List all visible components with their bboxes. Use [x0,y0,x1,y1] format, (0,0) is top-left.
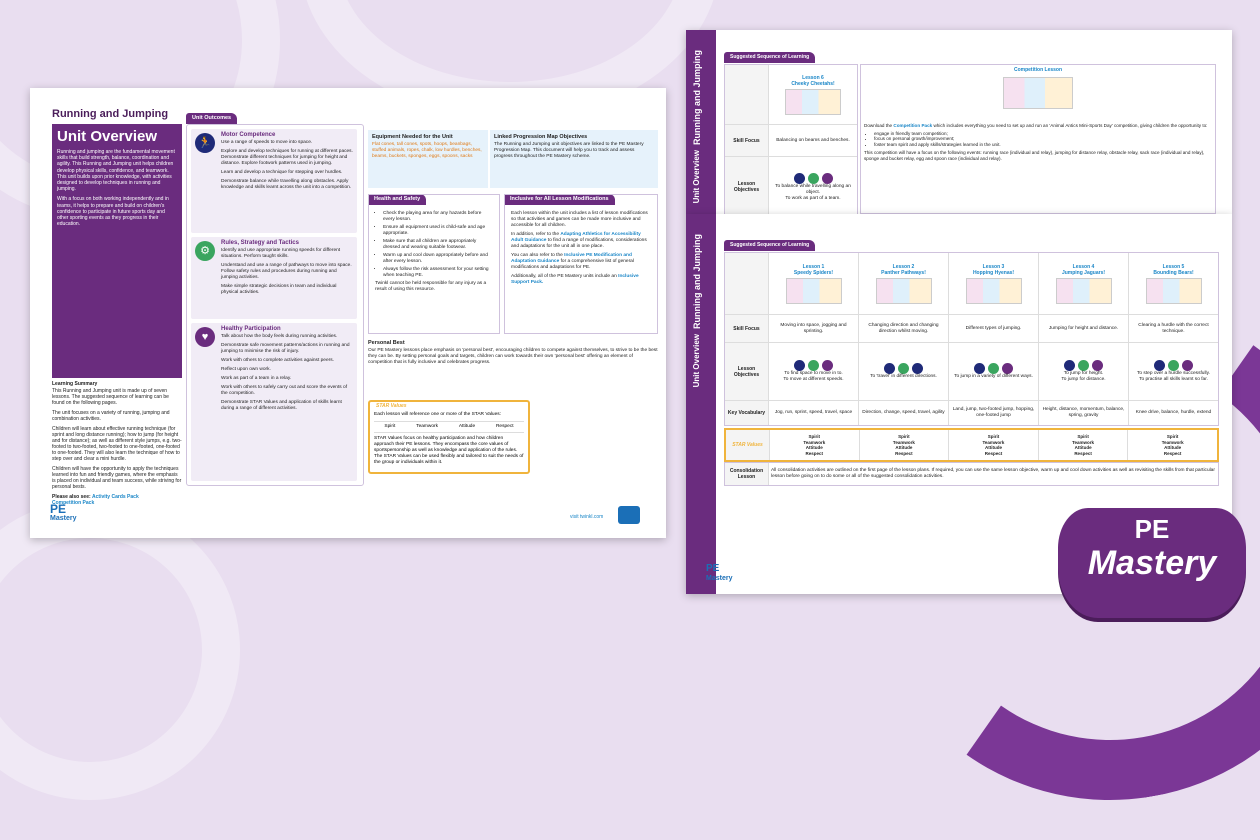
inclusive-text: In addition, refer to the [511,232,559,237]
skill-focus: Different types of jumping. [949,315,1039,342]
sequence-tab: Suggested Sequence of Learning [724,52,815,63]
outcome-text: Demonstrate balance while travelling along obstacles. Apply knowledge and skills learnt across the unit into a competition. [221,179,352,190]
running-icon [974,363,985,374]
outcome-text: Identify and use appropriate running speeds for different situations. Perform taught skills. [221,248,341,259]
star-value: Attitude [1074,445,1092,450]
sequence-page-back [686,30,1232,214]
star-value: Respect [1163,450,1182,456]
star-value: Attitude [805,445,823,450]
learning-summary-text: This Running and Jumping unit is made up of seven lessons. The suggested sequence of learning can be found on the following pages. [52,388,169,406]
objective: To jump in a variety of different ways. [954,374,1033,379]
running-person-icon: 🏃 [195,133,215,153]
lesson-thumbnail[interactable] [785,89,841,115]
row-label: Lesson Objectives [725,157,769,214]
background-swirl [0,500,240,800]
badge-mastery: Mastery [1087,544,1217,582]
personal-best-section [368,340,658,366]
equipment-title: Equipment Needed for the Unit [372,134,453,140]
heart-icon [1002,363,1013,374]
health-safety-tab: Health and Safety [368,194,426,205]
star-value: Spirit [898,434,910,439]
team-icon [988,363,999,374]
team-icon [898,363,909,374]
objective: To practise all skills learnt so far. [1139,377,1208,382]
activity-cards-link[interactable]: Activity Cards Pack [92,494,139,500]
row-label: Consolidation Lesson [725,463,769,485]
star-icons [794,360,833,371]
row-label: Skill Focus [725,125,769,156]
star-text: STAR Values focus on healthy participation and how children approach their PE lessons. They encompass the core values of sportspersonship as well as knowledge and application of the rules. The STAR Values can be used flexibly and tailored to suit the needs of the group or individuals within it. [374,436,524,465]
progression-title: Linked Progression Map Objectives [494,134,588,140]
objective: To jump for distance. [1061,377,1106,382]
heart-icon [1092,360,1103,371]
lesson-thumbnail[interactable] [1056,278,1112,304]
row-label: STAR Values [726,430,770,460]
page-title: Unit Overview [57,128,158,145]
logo-mastery: Mastery [50,515,77,522]
learning-summary-text: Children will learn about effective running technique (for sprint and long distance running); how to jump (for height and for distance); as well as different style jumps, e.g. two-footed to two-footed, two-footed to one-footed, one-footed to one-footed. They will also learn the technique of how to step over and clear a mini hurdle. [52,426,182,462]
vocabulary: Jog, run, sprint, speed, travel, space [769,401,859,425]
competition-item: • engage in friendly team competition; [874,131,1212,137]
logo-pe: PE [50,502,67,516]
lesson-name: Panther Pathways! [881,269,926,276]
section-title: Motor Competence [221,132,276,138]
objective: To jump for height. [1063,371,1104,376]
please-also-see: Please also see: [52,494,91,500]
star-value: Teamwork [803,439,826,445]
intro-text: Running and jumping are the fundamental movement skills that build strength, balance, coordination and agility. This Running and Jumping unit helps children develop physical skills, confidence, and teamwork. This unit builds upon prior knowledge, with activities designed to develop techniques in running and jumping. [57,149,175,193]
learning-summary-text: The unit focuses on a variety of running, jumping and combination activities. [52,410,170,422]
progression-text: The Running and Jumping unit objectives are linked to the PE Mastery Progression Map. This document will help you to track and assess progress throughout the PE Mastery scheme. [494,142,644,159]
star-value: Spirit [987,434,1000,439]
star-icons [794,173,833,184]
vocabulary: Direction, change, speed, travel, agility [859,401,949,425]
star-icons [1154,360,1193,371]
lesson-name: Cheeky Cheetahs! [791,80,835,87]
personal-best-text: Our PE Mastery lessons place emphasis on 'personal best', encouraging children to compete against themselves, to strive to be the best they can be. By setting personal goals and targets, children can work towards their own 'personal best' offering an element of competition that is fully inclusive and celebrates progress. [368,348,658,365]
consolidation-text: All consolidation activities are outlined on the first page of the lesson plans. If required, you can use the same lesson objective, warm up and cool down activities as well as revisiting the skills from that particular lesson before going on to do some or all of the suggested consolidation activities. [771,468,1215,479]
logo-mastery: Mastery [706,575,733,582]
row-label: Key Vocabulary [725,401,769,425]
learning-summary [52,381,182,510]
lesson-number: Lesson 1 [802,263,825,270]
twinkl-badge-icon [618,506,640,524]
inclusive-text: Each lesson within the unit includes a list of lesson modifications so that activities and games can be made more inclusive and accessible for all children. [511,211,648,228]
inclusive-text: Additionally, all of the PE Mastery units include an [511,274,617,279]
safety-note: Twinkl cannot be held responsible for any injury as a result of using this resource. [375,281,487,292]
page-subtitle: Running and Jumping [52,108,169,120]
heart-icon [1182,360,1193,371]
motor-competence-section [191,129,357,233]
star-value: Teamwork [982,439,1005,445]
star-value: Spirit [1077,434,1089,439]
heart-icon [822,360,833,371]
personal-best-title: Personal Best [368,340,405,346]
heart-icon [822,173,833,184]
logo-pe: PE [706,563,720,574]
outcome-text: Reflect upon own work. [221,367,271,372]
competition-title: Competition Lesson [1013,67,1063,73]
lesson-number: Lesson 6 [802,74,824,81]
star-values-row [724,428,1219,462]
star-value: Spirit [384,424,396,429]
star-value: Teamwork [1072,439,1095,445]
side-label: Running and Jumping [692,50,702,145]
star-value: Respect [1074,450,1092,456]
lesson-name: Jumping Jaguars! [1061,269,1106,276]
inclusive-panel [504,194,658,334]
star-value: Respect [984,450,1003,456]
skill-focus: Moving into space, jogging and sprinting. [769,315,859,342]
consolidation-row [724,462,1219,486]
sequence-tab: Suggested Sequence of Learning [724,240,815,251]
inclusive-text: for a comprehensive list of general modifications and adaptations for PE. [511,259,634,270]
side-label: Running and Jumping [692,234,702,329]
star-value: Spirit [808,434,821,439]
objective: To step over a hurdle successfully. [1137,371,1210,376]
competition-text: This competition will have a focus on the following events: running race (individual and relay), jumping for distance relay, obstacle relay, sack race (individual and relay), sponge and bucket relay, egg and spoon race (individual and relay). [864,149,1205,161]
lesson-number: Lesson 4 [1072,263,1095,270]
outcome-text: Explore and develop techniques for running at different paces. Demonstrate different techniques for jumping for height and distance. Explore footwork patterns used in jumping. [221,149,353,166]
outcome-text: Work as part of a team in a relay. [221,376,292,381]
lesson-name: Bounding Bears! [1153,269,1194,276]
competition-text: Download the [864,122,893,128]
healthy-participation-section [191,323,357,481]
outcomes-tab: Unit Outcomes [186,113,237,124]
inclusive-pe-guidance-link[interactable]: Inclusive PE Modification and Adaptation Guidance [511,253,632,264]
objective: To balance while travelling along an object. [775,183,851,195]
star-value: Respect [805,450,824,456]
side-label: Unit Overview [692,334,701,388]
star-value: Teamwork [1161,439,1184,445]
outcome-text: Work with others to complete activities against peers. [221,358,334,363]
heart-icon: ♥ [195,327,215,347]
sequence-table [724,252,1219,426]
lesson-name: Hopping Hyenas! [972,269,1015,276]
inclusive-text: to find a range of modifications, considerations and adaptations for the unit all in one place. [511,238,647,249]
competition-text: which includes everything you need to set up and run an 'Animal Antics Mini-Sports Day' competition, giving children the opportunity to: [933,122,1208,128]
star-value: Attitude [984,445,1002,450]
section-title: Rules, Strategy and Tactics [221,240,299,246]
running-icon [794,173,805,184]
star-value: Respect [495,424,514,429]
progression-panel [490,130,658,188]
competition-item: • focus on personal growth/improvement; [874,136,1212,142]
pe-mastery-logo [50,504,76,524]
star-value: Teamwork [416,424,439,429]
outcome-text: Use a range of speeds to move into space. [221,140,313,145]
strategy-icon: ⚙ [195,241,215,261]
intro-text: With a focus on both working independently and in teams, it helps to prepare and build on children's confidence to participate in future sports day and other sporting events as they progress in their education. [57,196,169,228]
section-title: Healthy Participation [221,326,281,332]
outcome-text: Demonstrate STAR Values and application of skills learnt during a range of different activities. [221,400,342,411]
health-safety-panel [368,194,500,334]
star-icons [1064,360,1103,371]
star-value: Attitude [458,424,476,429]
inclusive-text: You can also refer to the [511,253,563,258]
unit-outcomes-panel [186,124,364,486]
learning-summary-label: Learning Summary [52,381,98,387]
strategy-icon [912,363,923,374]
team-icon [808,360,819,371]
row-label: Skill Focus [725,315,769,342]
running-icon [1154,360,1165,371]
pe-mastery-logo [706,564,732,584]
vocabulary: Land, jump, two-footed jump, hopping, one-footed jump [949,401,1039,425]
objective: To find space to move in to. [784,371,843,376]
star-intro: Each lesson will reference one or more of the STAR Values: [374,412,501,417]
lesson-number: Lesson 5 [1162,263,1185,270]
row-label: Lesson Objectives [725,343,769,400]
objective: To 'travel' in different directions. [870,374,937,379]
rules-strategy-section [191,237,357,319]
safety-item: • Make sure that all children are appropriately dressed and wearing suitable footwear. [383,239,493,251]
safety-item: • Always follow the risk assessment for your setting when teaching PE. [383,267,493,279]
inclusive-support-pack-link[interactable]: Inclusive Support Pack. [511,274,639,285]
skill-focus: Changing direction and changing direction whilst moving. [859,315,949,342]
safety-item: • Ensure all equipment used is child-safe and age appropriate. [383,225,493,237]
side-tab [686,30,716,214]
star-value: Teamwork [892,439,915,445]
lesson-name: Speedy Spiders! [793,269,834,276]
competition-pack-link[interactable]: Competition Pack [52,500,95,506]
skill-focus: Clearing a hurdle with the correct technique. [1138,322,1209,334]
objective: To work as part of a team. [785,195,841,201]
pe-mastery-badge-logo [1058,508,1246,618]
objective: To move at different speeds. [783,377,844,382]
running-icon [794,360,805,371]
safety-item: • Check the playing area for any hazards before every lesson. [383,211,493,223]
outcome-text: Demonstrate safe movement patterns/actions in running and jumping to minimise the risk of injury. [221,343,350,354]
star-values-box [368,400,530,474]
lesson-thumbnail[interactable] [1146,278,1202,304]
star-value: Spirit [1166,434,1179,439]
vocabulary: Height, distance, momentum, balance, spring, gravity [1039,401,1129,425]
unit-overview-page [30,88,666,538]
competition-pack-link[interactable]: Competition Pack [893,122,933,128]
outcome-text: Talk about how the body feels during running activities. [221,334,338,339]
lesson-number: Lesson 3 [982,263,1005,270]
outcome-text: Understand and use a range of pathways to move into space. Follow safety rules and procedures during running and jumping activities. [221,263,352,280]
star-values-label: STAR Values [376,403,407,409]
vocabulary: Knee drive, balance, hurdle, extend [1135,410,1212,415]
lesson-6-table [724,64,858,214]
learning-summary-text: Children will have the opportunity to apply the techniques learned into fun and friendly games, where the emphasis is placed on individual and team success, while striving for personal bests. [52,466,182,490]
star-value: Attitude [1164,445,1182,450]
inclusive-tab: Inclusive for All Lesson Modifications [504,194,615,205]
running-icon [884,363,895,374]
skill-focus: Balancing on beams and benches. [776,137,850,143]
equipment-panel [368,130,488,188]
badge-pe: PE [1134,514,1170,544]
athletics-guidance-link[interactable]: Adapting Athletics for Accessibility Adult Guidance [511,232,641,243]
skill-focus: Jumping for height and distance. [1039,315,1129,342]
team-icon [1078,360,1089,371]
running-icon [1064,360,1075,371]
side-label: Unit Overview [692,150,701,204]
lesson-number: Lesson 2 [892,263,915,270]
side-tab [686,214,716,594]
star-value: Attitude [895,445,913,450]
competition-lesson-panel [860,64,1216,214]
team-icon [1168,360,1179,371]
outcome-text: Work with others to safely carry out and score the events of the competition. [221,385,348,396]
unit-overview-box [52,124,182,378]
footer-url[interactable]: visit twinkl.com [570,514,604,520]
competition-thumbnail[interactable] [1003,77,1073,109]
safety-item: • Warm up and cool down appropriately before and after every lesson. [383,253,493,265]
equipment-list: Flat cones, tall cones, spots, hoops, beanbags, stuffed animals, ropes, chalk, low hurdles, benches, beams, buckets, sponges, eggs, spoons, sacks [372,142,482,159]
competition-item: • foster team spirit and apply skills/strategies learned in the unit. [874,142,1212,148]
lesson-thumbnail[interactable] [966,278,1022,304]
outcome-text: Make simple strategic decisions in team and individual physical activities. [221,284,337,295]
lesson-thumbnail[interactable] [786,278,842,304]
star-icons [884,363,923,374]
team-icon [808,173,819,184]
lesson-thumbnail[interactable] [876,278,932,304]
star-icons [974,363,1013,374]
star-values-row [374,421,524,433]
star-value: Respect [895,450,913,456]
outcome-text: Learn and develop a technique for stepping over hurdles. [221,170,343,175]
